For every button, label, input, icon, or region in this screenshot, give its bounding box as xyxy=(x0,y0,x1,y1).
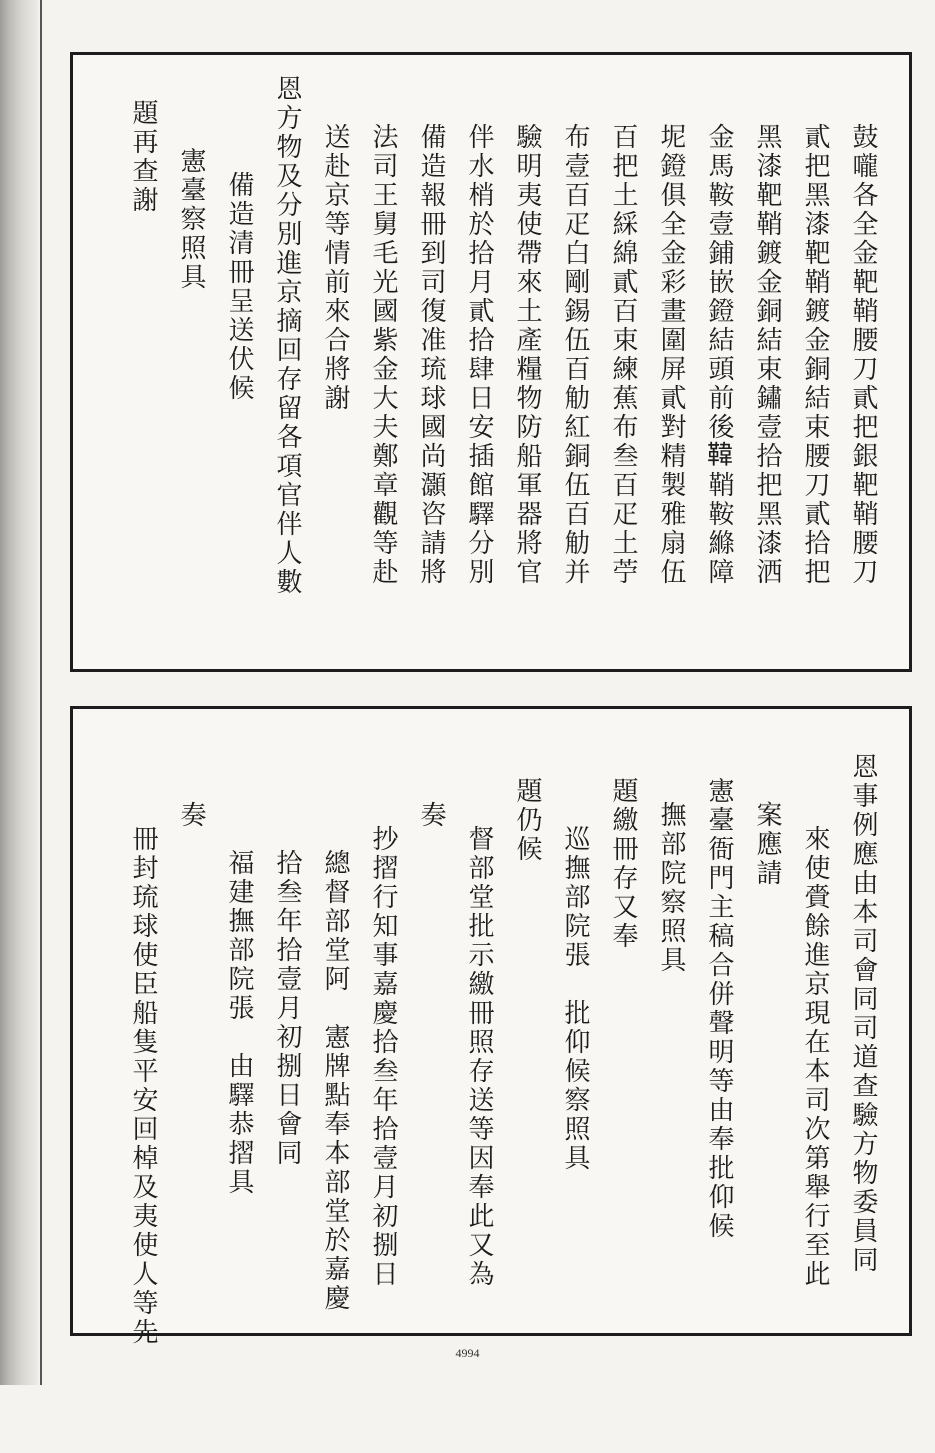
text-column: 憲臺察照具 xyxy=(176,147,206,292)
document-page-bottom-panel xyxy=(70,706,912,1347)
text-column: 案應請 xyxy=(752,801,782,888)
text-column: 拾叁年拾壹月初捌日會同 xyxy=(272,849,302,1168)
text-column: 備造清冊呈送伏候 xyxy=(224,171,254,403)
text-column: 恩方物及分別進京摘回存留各項官伴人數 xyxy=(272,75,302,597)
text-column: 伴水梢於拾月貳拾肆日安插館驛分別 xyxy=(464,123,494,587)
text-column: 備造報冊到司復准琉球國尚灝咨請將 xyxy=(416,123,446,587)
text-column: 題仍候 xyxy=(512,777,542,864)
text-column: 金馬鞍壹鋪嵌鐙結頭前後𩋾鞘鞍縧障 xyxy=(704,123,734,587)
text-column: 抄摺行知事嘉慶拾叁年拾壹月初捌日 xyxy=(368,825,398,1289)
text-column: 撫部院察照具 xyxy=(656,801,686,975)
text-column: 坭鐙俱全金彩畫圍屏貳對精製雅扇伍 xyxy=(656,123,686,587)
vertical-text-columns xyxy=(73,709,909,1347)
text-column: 貳把黑漆靶鞘鍍金銅結束腰刀貳拾把 xyxy=(800,123,830,587)
text-column: 驗明夷使帶來土產糧物防船軍器將官 xyxy=(512,123,542,587)
text-column: 督部堂批示繳冊照存送等因奉此又為 xyxy=(464,825,494,1289)
document-page-top-panel xyxy=(70,52,912,672)
text-column: 鼓嚨各全金靶鞘腰刀貳把銀靶鞘腰刀 xyxy=(848,123,878,587)
text-column: 法司王舅毛光國紫金大夫鄭章觀等赴 xyxy=(368,123,398,587)
spine-edge-line xyxy=(40,0,42,1385)
text-column: 冊封琉球使臣船隻平安回棹及夷使人等先 xyxy=(128,825,158,1347)
text-column: 恩事例應由本司會同司道查驗方物委員同 xyxy=(848,753,878,1275)
vertical-text-columns xyxy=(73,55,909,669)
text-column: 題繳冊存又奉 xyxy=(608,777,638,951)
text-column: 憲臺衙門主稿合併聲明等由奉批仰候 xyxy=(704,777,734,1241)
text-column: 布壹百疋白剛錫伍百觔紅銅伍百觔并 xyxy=(560,123,590,587)
text-column: 總督部堂阿 憲牌點奉本部堂於嘉慶 xyxy=(320,849,350,1313)
page-number: 4994 xyxy=(455,1346,480,1360)
text-column: 題再查謝 xyxy=(128,99,158,215)
text-column: 奏 xyxy=(416,801,446,830)
book-spine-shadow xyxy=(0,0,38,1385)
text-column: 送赴京等情前來合將謝 xyxy=(320,123,350,413)
text-column: 來使賫餘進京現在本司次第舉行至此 xyxy=(800,825,830,1289)
text-column: 巡撫部院張 批仰候察照具 xyxy=(560,825,590,1173)
text-column: 奏 xyxy=(176,801,206,830)
text-column: 百把土綵綿貳百束練蕉布叁百疋土苧 xyxy=(608,123,638,587)
text-column: 福建撫部院張 由驛恭摺具 xyxy=(224,849,254,1197)
text-column: 黑漆靶鞘鍍金銅結束鏽壹拾把黑漆洒 xyxy=(752,123,782,587)
